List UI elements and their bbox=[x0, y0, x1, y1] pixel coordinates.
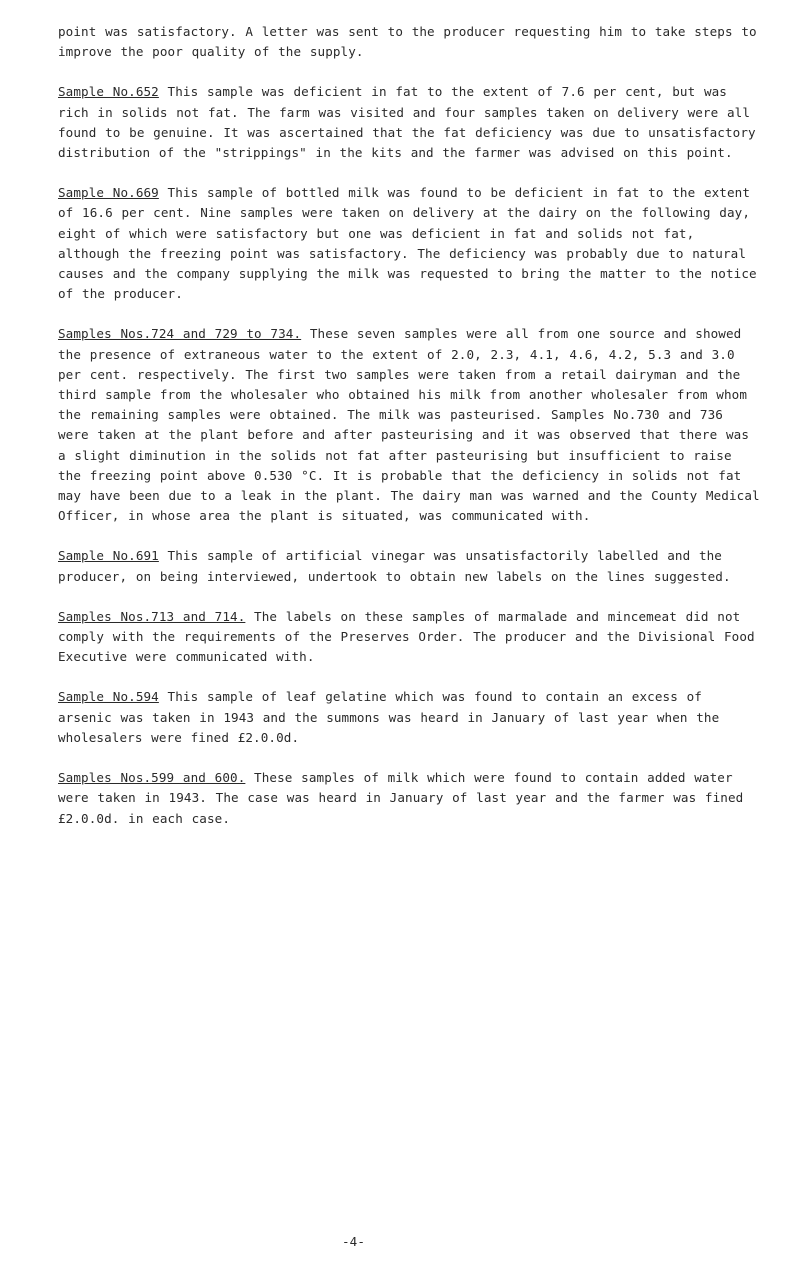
paragraph-sample-669 bbox=[58, 183, 760, 304]
page-number: -4- bbox=[342, 1234, 366, 1249]
sample-heading: Sample No.691 bbox=[58, 548, 159, 564]
paragraph-sample-594 bbox=[58, 687, 760, 748]
sample-heading: Samples Nos.713 and 714. bbox=[58, 608, 246, 624]
paragraph-samples-599-600 bbox=[58, 768, 760, 829]
sample-heading: Sample No.669 bbox=[58, 185, 159, 201]
paragraph-text: These samples of milk which were found to contain added water were taken in 1943. The case was heard in January of last year and the farmer was fined £2.0.0d. in each case. bbox=[58, 770, 744, 826]
sample-heading: Sample No.652 bbox=[58, 84, 159, 100]
paragraph-text: This sample of leaf gelatine which was found to contain an excess of arsenic was taken in 1943 and the summons was heard in January of last year when the wholesalers were fined £2.0.0d. bbox=[58, 689, 720, 745]
paragraph-text: These seven samples were all from one source and showed the presence of extraneous water to the extent of 2.0, 2.3, 4.1, 4.6, 4.2, 5.3 and 3.0 per cent. respectively. The first two samples were taken from a retail dairyman and the third sample from the wholesaler who obtained his milk from another wholesaler from whom the remaining samples were obtained. The milk was pasteurised. Samples No.730 and 736 were taken at the plant before and after pasteurising and it was observed that there was a slight diminution in the solids not fat after pasteurising but insufficient to raise the freezing point above 0.530 °C. It is probable that the deficiency in solids not fat may have been due to a leak in the plant. The dairy man was warned and the County Medical Officer, in whose area the plant is situated, was communicated with. bbox=[58, 326, 760, 524]
paragraph-sample-691 bbox=[58, 546, 760, 586]
paragraph-text: This sample was deficient in fat to the extent of 7.6 per cent, but was rich in solids not fat. The farm was visited and four samples taken on delivery were all found to be genuine. It was ascertained that the fat deficiency was due to unsatisfactory distribution of the "strippings" in the kits and the farmer was advised on this point. bbox=[58, 84, 756, 161]
paragraph-continuation bbox=[58, 22, 760, 62]
paragraph-samples-724-734 bbox=[58, 324, 760, 526]
sample-heading: Samples Nos.599 and 600. bbox=[58, 770, 246, 786]
paragraph-text: The labels on these samples of marmalade and mincemeat did not comply with the requirements of the Preserves Order. The producer and the Divisional Food Executive were communicated with. bbox=[58, 608, 755, 665]
sample-heading: Samples Nos.724 and 729 to 734. bbox=[58, 326, 302, 342]
paragraph-text: This sample of bottled milk was found to be deficient in fat to the extent of 16.6 per cent. Nine samples were taken on delivery at the dairy on the following day, eight of which were satisfactory but one was deficient in fat and solids not fat, although the freezing point was satisfactory. The deficiency was probably due to natural causes and the company supplying the milk was requested to bring the matter to the notice of the producer. bbox=[58, 185, 757, 302]
paragraph-samples-713-714 bbox=[58, 607, 760, 668]
paragraph-sample-652 bbox=[58, 82, 760, 163]
paragraph-text: point was satisfactory. A letter was sent to the producer requesting him to take steps to improve the poor quality of the supply. bbox=[58, 24, 757, 60]
sample-heading: Sample No.594 bbox=[58, 689, 159, 705]
paragraph-text: This sample of artificial vinegar was unsatisfactorily labelled and the producer, on being interviewed, undertook to obtain new labels on the lines suggested. bbox=[58, 548, 731, 584]
